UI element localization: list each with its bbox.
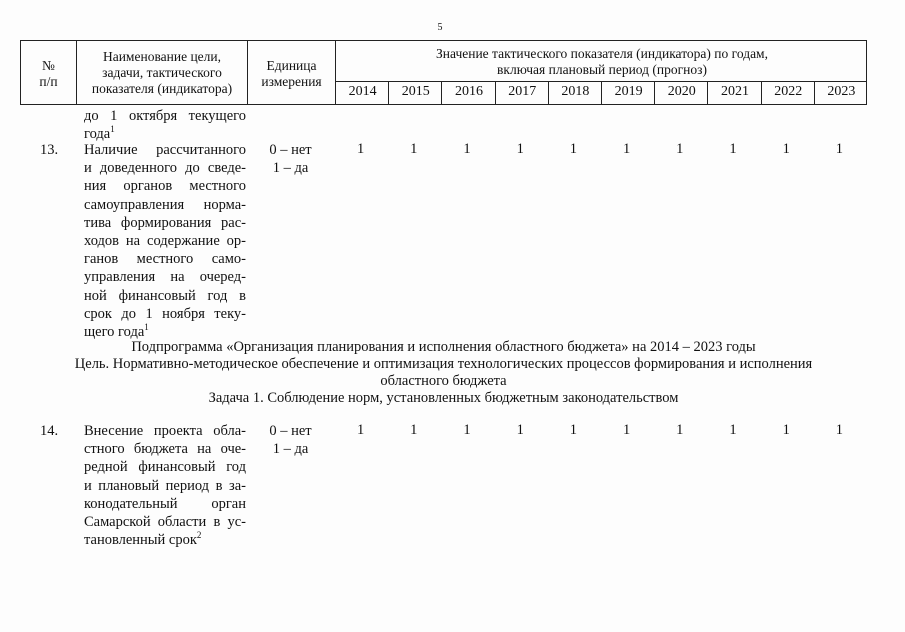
carryover-word: года xyxy=(84,126,111,143)
row-name-line: Наличие рассчитанного xyxy=(84,142,246,158)
row-unit-line: 0 – нет xyxy=(269,142,312,158)
row-unit xyxy=(247,422,334,458)
year-2023: 2023 xyxy=(827,84,856,99)
value-2021: 1 xyxy=(729,422,737,438)
value-2018: 1 xyxy=(569,141,578,157)
header-name-line: показателя (индикатора) xyxy=(91,81,233,96)
footnote-marker: 1 xyxy=(110,124,115,135)
carryover-text xyxy=(84,107,246,143)
row-name-line: стного бюджета на оче- xyxy=(84,441,246,458)
footnote-marker: 2 xyxy=(196,530,202,541)
carryover-line: до 1 октября текущего xyxy=(84,108,246,124)
value-2015: 1 xyxy=(410,422,418,438)
header-name-line: Наименование цели, xyxy=(102,49,222,64)
row-name-line: редной финансовый год xyxy=(84,459,246,476)
row-name-line: Внесение проекта обла- xyxy=(84,423,246,439)
row-name xyxy=(84,141,246,341)
subprogram-goal: Цель. Нормативно-методическое обеспечение и оптимизация технологических процессов формирования и исполнения xyxy=(74,356,813,372)
value-2016: 1 xyxy=(463,141,471,157)
row-unit-line: 1 – да xyxy=(272,441,309,458)
header-name-line: задачи, тактического xyxy=(102,65,222,80)
value-2021: 1 xyxy=(729,141,737,157)
value-2019: 1 xyxy=(622,141,631,157)
header-number-line: п/п xyxy=(39,74,58,89)
footnote-marker: 1 xyxy=(144,322,149,333)
row-name-line: ходов на содержание ор- xyxy=(84,233,246,250)
row-name-word: тановленный срок xyxy=(84,532,197,549)
year-2015: 2015 xyxy=(401,84,430,99)
row-name-line: и доведенного до сведе- xyxy=(84,160,246,177)
row-number: 14. xyxy=(40,423,59,439)
year-2018: 2018 xyxy=(561,84,590,99)
row-name-line: самоуправления норма- xyxy=(84,196,246,213)
value-2018: 1 xyxy=(569,422,578,438)
value-2023: 1 xyxy=(835,141,844,157)
row-name-line: и плановый период в за- xyxy=(84,477,246,494)
value-2019: 1 xyxy=(622,422,631,438)
subprogram-goal-cont: областного бюджета xyxy=(380,373,507,389)
table-header xyxy=(20,40,867,105)
row-name-word: щего года xyxy=(84,324,145,341)
row-name-line: тива формирования рас- xyxy=(84,214,246,231)
header-unit xyxy=(248,58,335,90)
header-number-line: № xyxy=(42,58,55,73)
subprogram-task: Задача 1. Соблюдение норм, установленных бюджетным законодательством xyxy=(208,390,679,406)
year-2022: 2022 xyxy=(774,84,803,99)
row-name-line: ганов местного само- xyxy=(84,251,246,268)
value-2022: 1 xyxy=(782,422,790,438)
row-number: 13. xyxy=(40,142,59,158)
row-name-line: срок до 1 ноября теку- xyxy=(84,305,246,322)
row-unit-line: 1 – да xyxy=(272,160,309,177)
value-2017: 1 xyxy=(516,422,524,438)
row-unit-line: 0 – нет xyxy=(269,423,312,439)
value-2014: 1 xyxy=(356,141,365,157)
row-name-line: конодательный орган xyxy=(84,495,246,512)
header-name xyxy=(77,49,247,97)
year-2019: 2019 xyxy=(614,84,643,99)
row-name-line: ния органов местного xyxy=(84,178,246,195)
value-2016: 1 xyxy=(463,422,471,438)
value-2023: 1 xyxy=(835,422,844,438)
year-2017: 2017 xyxy=(508,84,537,99)
row-unit xyxy=(247,141,334,177)
year-2020: 2020 xyxy=(667,84,696,99)
value-2014: 1 xyxy=(356,422,365,438)
header-unit-line: Единица xyxy=(266,58,317,73)
row-name-line: Самарской области в ус- xyxy=(84,514,246,531)
header-values-line: Значение тактического показателя (индикатора) по годам, xyxy=(436,46,768,61)
value-2020: 1 xyxy=(676,141,684,157)
year-2016: 2016 xyxy=(454,84,483,99)
row-name-line: ной финансовый год в xyxy=(84,287,246,304)
page-number: 5 xyxy=(437,22,443,33)
year-2021: 2021 xyxy=(720,84,749,99)
row-name-line xyxy=(84,531,246,549)
header-values xyxy=(336,46,868,78)
row-name-line: управления на очеред- xyxy=(84,269,246,286)
row-name xyxy=(84,422,246,549)
subprogram-title: Подпрограмма «Организация планирования и исполнения областного бюджета» на 2014 – 2023 годы xyxy=(131,339,756,355)
value-2017: 1 xyxy=(516,141,524,157)
value-2022: 1 xyxy=(782,141,790,157)
value-2015: 1 xyxy=(410,141,418,157)
header-unit-line: измерения xyxy=(261,74,322,89)
header-values-line: включая плановый период (прогноз) xyxy=(497,62,707,77)
value-2020: 1 xyxy=(676,422,684,438)
year-2014: 2014 xyxy=(348,84,377,99)
header-number xyxy=(21,58,76,90)
